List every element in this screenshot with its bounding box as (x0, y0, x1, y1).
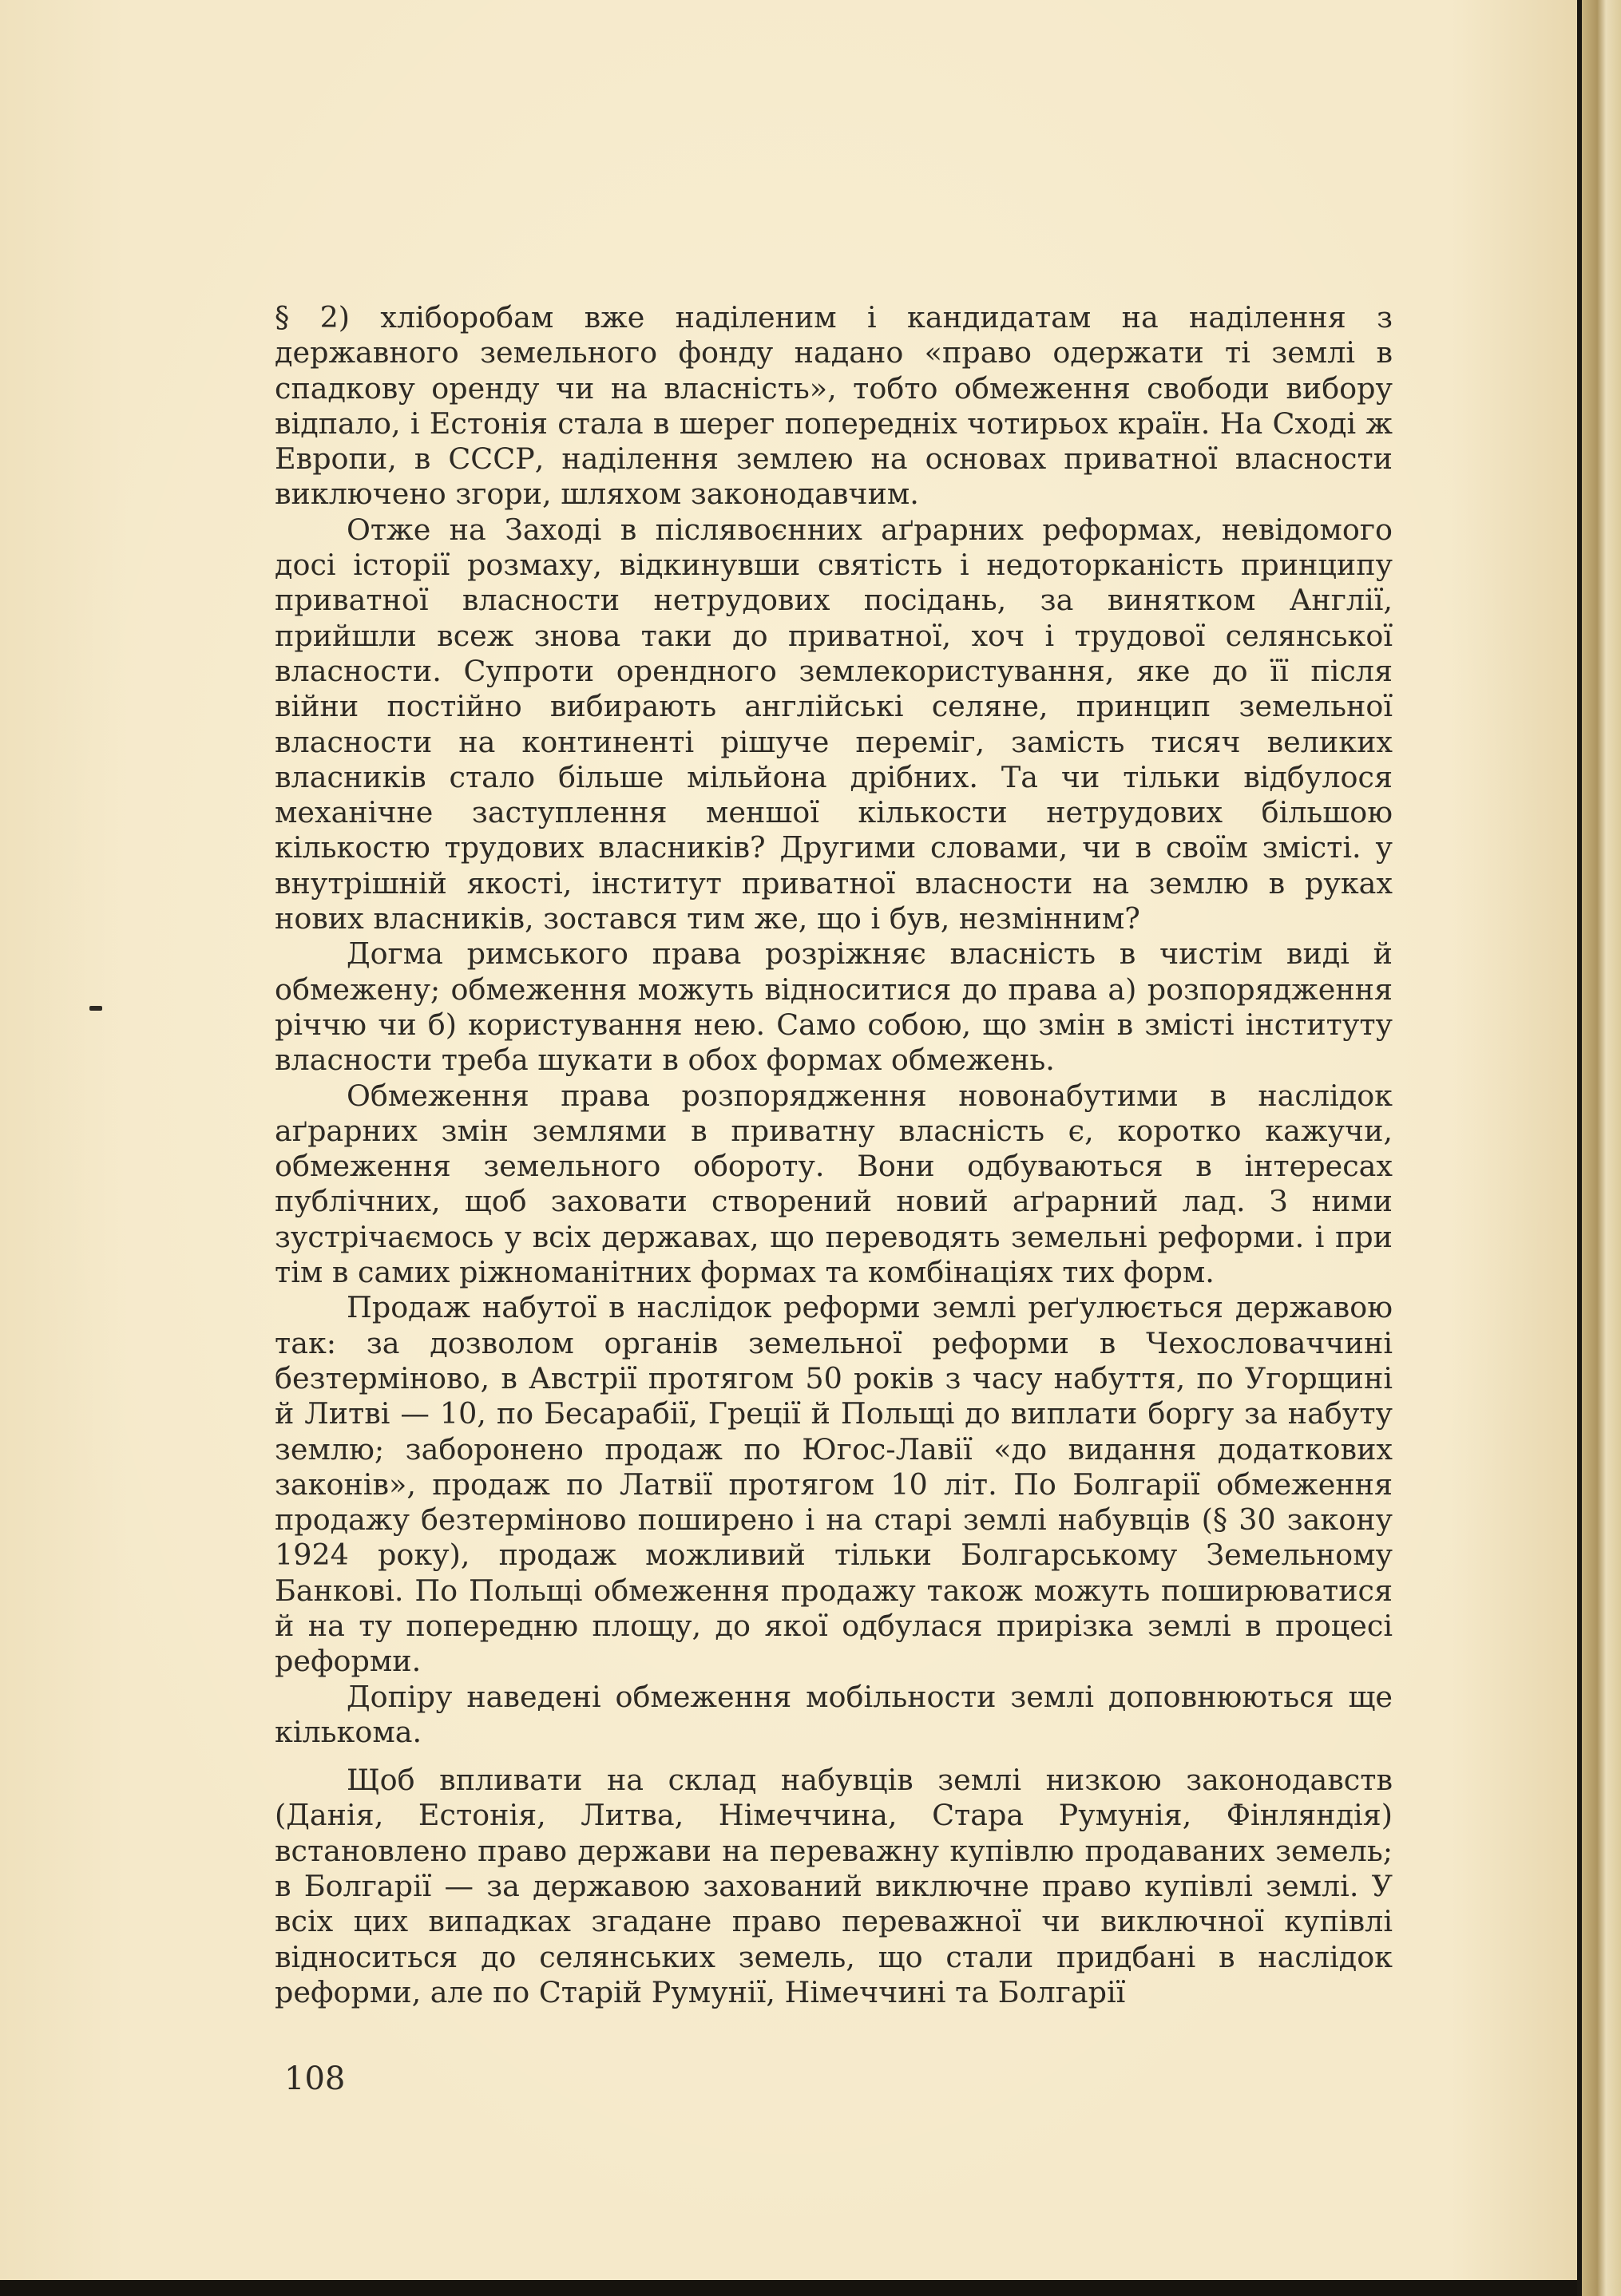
page-number: 108 (284, 2060, 346, 2097)
paragraph: Допіру наведені обмеження мобільности землі доповнюються ще кількома. (275, 1679, 1393, 1749)
book-spine-edge (1577, 0, 1621, 2296)
paragraph: Щоб впливати на склад набувців землі низкою законодавств (Данія, Естонія, Литва, Німеччина, Стара Румунія, Фінляндія) встановлено право держави на переважну купівлю продаваних земель; в Болгарії — за державою захований виключне право купівлі землі. У всіх цих випадках згадане право переважної чи виключної купівлі відноситься до селянських земель, що стали придбані в наслідок реформи, але по Старій Румунії, Німеччині та Болгарії (275, 1763, 1393, 2009)
paragraph: Обмеження права розпорядження новонабутими в наслідок аґрарних змін землями в приватну власність є, коротко кажучи, обмеження земельного обороту. Вони одбуваються в інтересах публічних, щоб заховати створений новий аґрарний лад. З ними зустрічаємось у всіх державах, що переводять земельні реформи. і при тім в самих ріжноманітних формах та комбінаціях тих форм. (275, 1078, 1393, 1290)
paragraph: § 2) хліборобам вже наділеним і кандидатам на наділення з державного земельного фонду надано «право одержати ті землі в спадкову оренду чи на власність», тобто обмеження свободи вибору відпало, і Естонія стала в шерег попередніх чотирьох країн. На Сході ж Европи, в СССР, наділення землею на основах приватної власности виключено згори, шляхом законодавчим. (275, 300, 1393, 512)
paragraph: Догма римського права розріжняє власність в чистім виді й обмежену; обмеження можуть відноситися до права а) розпорядження річчю чи б) користування нею. Само собою, що змін в змісті інституту власности треба шукати в обох формах обмежень. (275, 936, 1393, 1078)
body-text (275, 300, 1393, 2010)
paragraph: Отже на Заході в післявоєнних аґрарних реформах, невідомого досі історії розмаху, відкинувши святість і недоторканість принципу приватної власности нетрудових посідань, за винятком Англії, прийшли всеж знова таки до приватної, хоч і трудової селянської власности. Супроти орендного землекористування, яке до її після війни постійно вибирають англійські селяне, принцип земельної власности на континенті рішуче переміг, замість тисяч великих власників стало більше мільйона дрібних. Та чи тільки відбулося механічне заступлення меншої кількости нетрудових більшою кількостю трудових власників? Другими словами, чи в своїм змісті. у внутрішній якості, інститут приватної власности на землю в руках нових власників, зостався тим же, що і був, незмінним? (275, 512, 1393, 936)
margin-mark (89, 1006, 102, 1011)
scan-border (0, 2280, 1577, 2296)
paragraph: Продаж набутої в наслідок реформи землі реґулюється державою так: за дозволом органів земельної реформи в Чехословаччині безтерміново, в Австрії протягом 50 років з часу набуття, по Угорщині й Литві — 10, по Бесарабії, Греції й Польщі до виплати боргу за набуту землю; заборонено продаж по Югос-Лавії «до видання додаткових законів», продаж по Латвії протягом 10 літ. По Болгарії обмеження продажу безтерміново поширено і на старі землі набувців (§ 30 закону 1924 року), продаж можливий тільки Болгарському Земельному Банкові. По Польщі обмеження продажу також можуть поширюватися й на ту попередню площу, до якої одбулася прирізка землі в процесі реформи. (275, 1290, 1393, 1679)
